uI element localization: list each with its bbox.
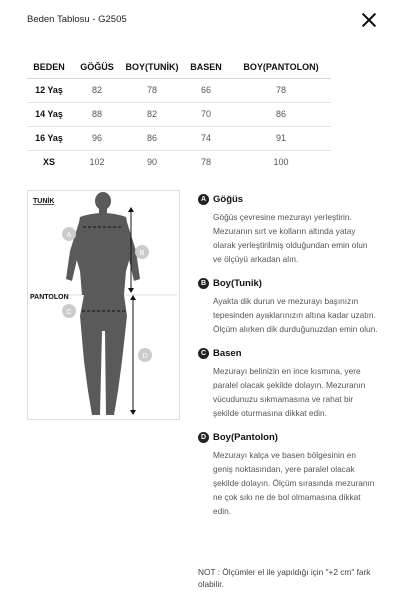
body-silhouette-illustration	[28, 191, 179, 419]
table-row	[27, 126, 331, 150]
legend-title: Boy(Pantolon)	[213, 431, 278, 443]
legend-description: Mezurayı kalça ve basen bölgesinin en geniş noktasından, yere paralel olacak şekilde dolayın. Ölçüm sırasında mezuranın ne çok sıkı ne de bol olmamasına dikkat edin.	[213, 450, 375, 516]
table-cell: 82	[71, 78, 123, 102]
page-title: Beden Tablosu - G2505	[27, 14, 127, 25]
table-header-row	[27, 56, 331, 78]
legend-item-chest	[198, 192, 378, 266]
table-row	[27, 150, 331, 174]
legend-description: Ayakta dik durun ve mezurayı başınızın tepesinden ayaklarınızın altına kadar uzatın. Ölçüm alırken dik durduğunuzdan emin olun.	[213, 296, 378, 334]
table-cell: 102	[89, 157, 105, 168]
column-header: GÖĞÜS	[71, 56, 123, 78]
legend-item-tunic-length	[198, 276, 378, 336]
column-header: BASEN	[181, 56, 231, 78]
svg-text:B: B	[139, 250, 145, 257]
table-cell: 70	[181, 102, 231, 126]
table-row	[27, 78, 331, 102]
size-cell: 16 Yaş	[27, 126, 71, 150]
table-cell: 66	[181, 78, 231, 102]
table-cell: 90	[146, 157, 157, 168]
measurement-note: NOT : Ölçümler el ile yapıldığı için "+2 cm" fark olabilir.	[198, 567, 371, 589]
table-cell: 100	[273, 157, 289, 168]
upper-body-silhouette	[66, 192, 140, 295]
measurement-figure	[27, 190, 180, 420]
table-cell: 96	[71, 126, 123, 150]
size-cell: 12 Yaş	[27, 78, 71, 102]
table-cell: 91	[231, 126, 331, 150]
table-cell: 82	[123, 102, 181, 126]
legend-item-trousers-length	[198, 430, 378, 518]
table-cell: 78	[200, 157, 211, 168]
badge-d-icon: D	[198, 432, 209, 443]
svg-text:D: D	[142, 353, 148, 360]
lower-body-silhouette	[80, 295, 127, 415]
size-cell: XS	[42, 157, 55, 168]
size-cell: 14 Yaş	[27, 102, 71, 126]
legend-title: Boy(Tunik)	[213, 277, 262, 289]
legend-description: Mezurayı belinizin en ince kısmına, yere paralel olacak şekilde dolayın. Mezuranın vücudunuzu sıkmamasına ve rahat bir şekilde oturmasına dikkat edin.	[213, 366, 366, 418]
tunic-label: TUNİK	[33, 198, 55, 205]
svg-text:A: A	[66, 232, 72, 239]
table-cell: 86	[123, 126, 181, 150]
legend-description: Göğüs çevresine mezurayı yerleştirin. Mezuranın sırt ve kolların altında yatay olarak yerleştirilmiş olduğundan emin olun ve ölçüyü arkadan alın.	[213, 212, 368, 264]
modal-header	[0, 0, 401, 40]
badge-c-icon: C	[198, 348, 209, 359]
legend-item-hips	[198, 346, 378, 420]
column-header: BEDEN	[27, 56, 71, 78]
table-cell: 78	[123, 78, 181, 102]
size-table	[27, 56, 331, 174]
legend-title: Basen	[213, 347, 242, 359]
badge-a-icon: A	[198, 194, 209, 205]
close-icon[interactable]	[361, 12, 377, 28]
table-cell: 78	[231, 78, 331, 102]
table-row	[27, 102, 331, 126]
svg-text:C: C	[66, 309, 72, 316]
badge-b-icon: B	[198, 278, 209, 289]
column-header: BOY(TUNİK)	[123, 56, 181, 78]
measurement-legend	[198, 192, 378, 528]
table-cell: 86	[231, 102, 331, 126]
table-cell: 88	[71, 102, 123, 126]
trousers-label: PANTOLON	[30, 294, 69, 301]
column-header: BOY(PANTOLON)	[231, 56, 331, 78]
legend-title: Göğüs	[213, 193, 244, 205]
table-cell: 74	[181, 126, 231, 150]
